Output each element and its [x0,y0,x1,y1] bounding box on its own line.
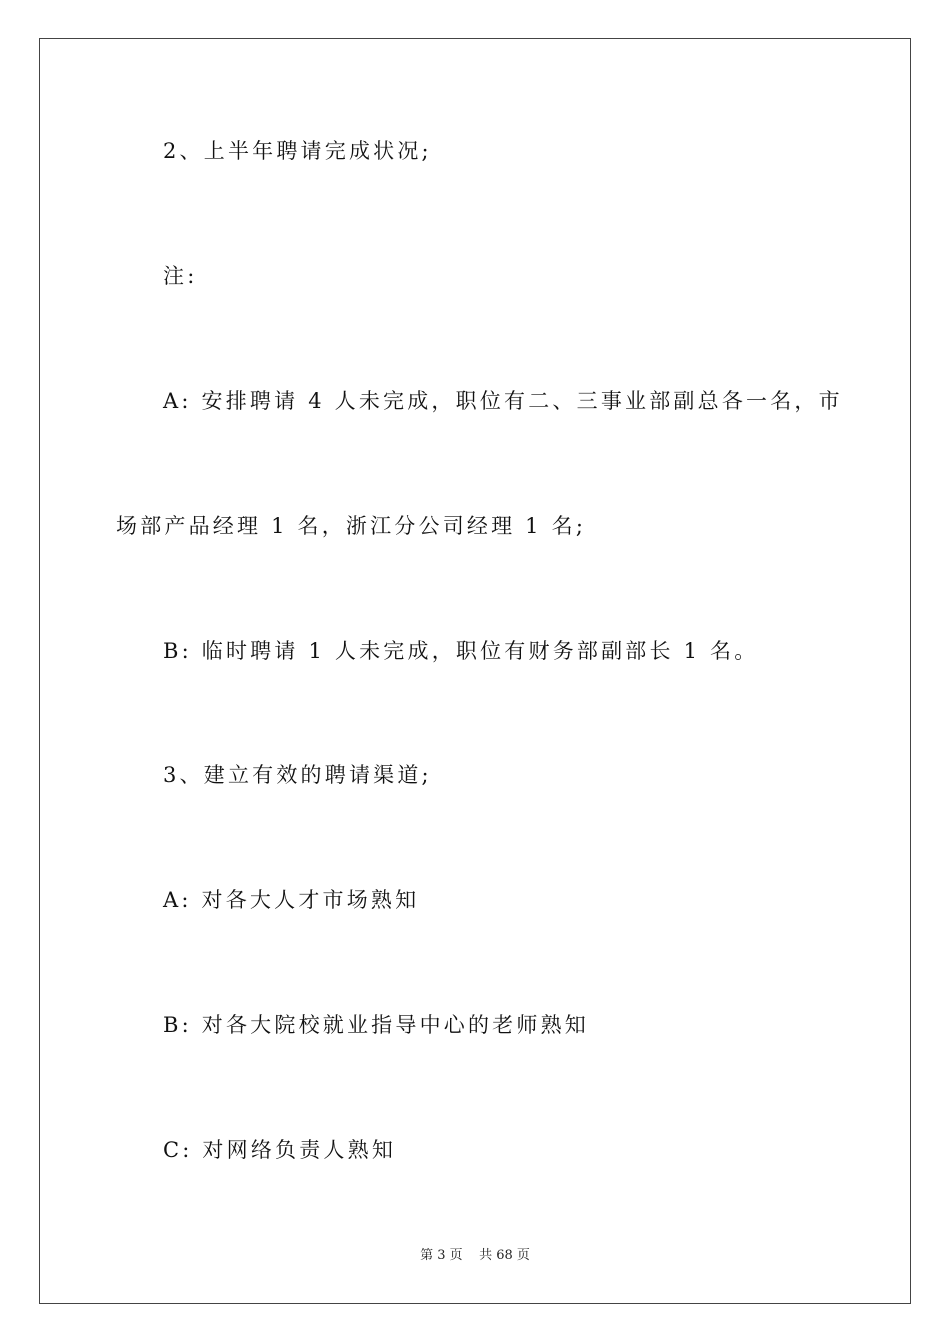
paragraph-temporary-recruitment: B: 临时聘请 1 人未完成，职位有财务部副部长 1 名。 [163,639,759,663]
paragraph-channel-talent-market: A: 对各大人才市场熟知 [163,888,420,912]
paragraph-channels-heading: 3、建立有效的聘请渠道; [163,763,432,787]
paragraph-channel-network: C: 对网络负责人熟知 [163,1138,397,1162]
page-number-footer: 第 3 页 共 68 页 [420,1248,530,1263]
page-border [39,38,911,1304]
paragraph-channel-colleges: B: 对各大院校就业指导中心的老师熟知 [163,1013,589,1037]
paragraph-planned-recruitment-line2: 场部产品经理 1 名，浙江分公司经理 1 名; [116,514,587,538]
paragraph-recruitment-status-heading: 2、上半年聘请完成状况; [163,139,432,163]
paragraph-note-label: 注: [163,264,198,288]
paragraph-planned-recruitment-line1: A: 安排聘请 4 人未完成，职位有二、三事业部副总各一名，市 [163,389,843,413]
